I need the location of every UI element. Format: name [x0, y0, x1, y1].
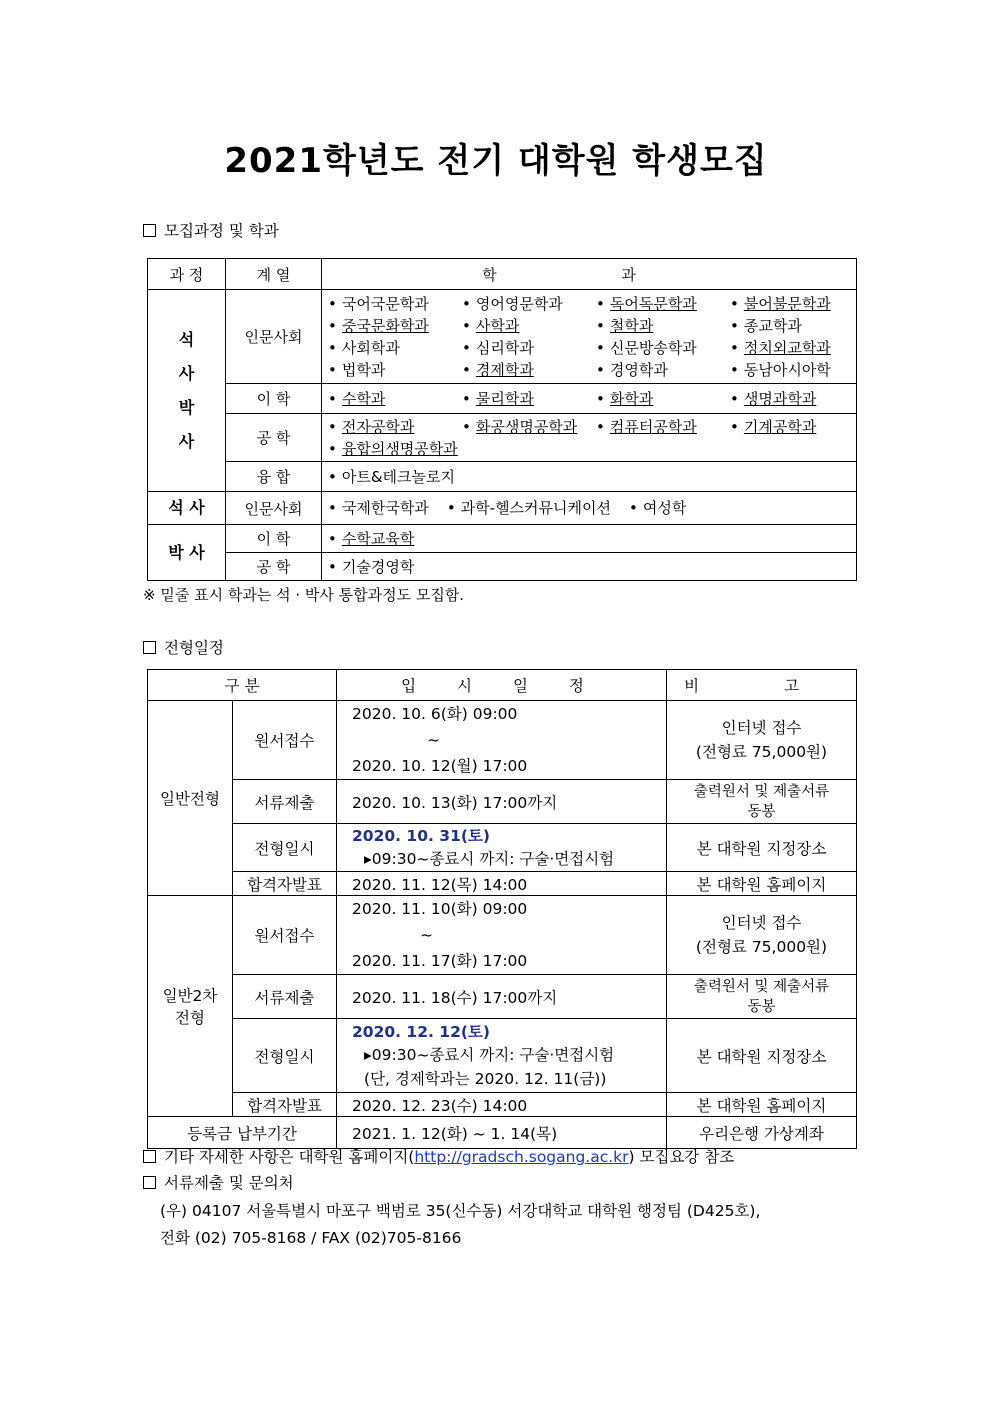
department-item — [730, 338, 850, 358]
section-heading-text: 모집과정 및 학과 — [164, 222, 279, 240]
department-name: 기술경영학 — [341, 557, 415, 576]
department-name: 국어국문학과 — [341, 294, 429, 313]
header-dept: 학 과 — [322, 259, 857, 290]
second-exam-label: 전형일시 — [233, 1019, 337, 1093]
bullet-icon: • — [596, 316, 605, 335]
bullet-icon: • — [596, 417, 605, 436]
second-result-label: 합격자발표 — [233, 1093, 337, 1117]
department-name: 독어독문학과 — [609, 294, 697, 313]
bullet-icon: • — [462, 294, 471, 313]
header-remark: 비 고 — [667, 670, 857, 701]
bullet-icon: • — [462, 360, 471, 379]
general-exam-date: 2020. 10. 31(토) ▸09:30~종료시 까지: 구술·면접시험 — [337, 824, 667, 872]
department-name: 신문방송학과 — [609, 338, 697, 357]
field-science-doctor: 이 학 — [226, 525, 322, 553]
department-item — [596, 389, 730, 409]
underline-note: ※ 밑줄 표시 학과는 석 · 박사 통합과정도 모집함. — [143, 586, 465, 604]
bullet-icon: • — [462, 417, 471, 436]
bullet-icon: • — [328, 529, 337, 548]
footer-phone: 전화 (02) 705-8168 / FAX (02)705-8166 — [160, 1229, 462, 1247]
bullet-icon: • — [730, 316, 739, 335]
department-name: 심리학과 — [475, 338, 534, 357]
department-name: 정치외교학과 — [743, 338, 831, 357]
bullet-icon: • — [328, 467, 337, 486]
bullet-icon: • — [730, 338, 739, 357]
general-docs-label: 서류제출 — [233, 780, 337, 824]
field-humanities-master: 인문사회 — [226, 492, 322, 525]
department-item — [328, 316, 462, 336]
department-item — [328, 389, 462, 409]
department-name: 동남아시아학 — [743, 360, 831, 379]
header-field: 계 열 — [226, 259, 322, 290]
second-apply-label: 원서접수 — [233, 896, 337, 975]
bullet-icon: • — [328, 439, 337, 458]
department-item — [462, 389, 596, 409]
department-name: 기계공학과 — [743, 417, 817, 436]
general-apply-remark: 인터넷 접수 (전형료 75,000원) — [667, 701, 857, 780]
header-schedule: 입 시 일 정 — [337, 670, 667, 701]
department-item — [730, 294, 850, 314]
field-science: 이 학 — [226, 384, 322, 414]
checkbox-square-icon — [143, 1150, 156, 1163]
department-item — [596, 316, 730, 336]
field-humanities: 인문사회 — [226, 290, 322, 384]
general-apply-dates: 2020. 10. 6(화) 09:00 ~ 2020. 10. 12(월) 17:00 — [337, 701, 667, 780]
bullet-icon: • — [730, 360, 739, 379]
tuition-label: 등록금 납부기간 — [148, 1117, 337, 1149]
department-name: 화공생명공학과 — [475, 417, 578, 436]
footer-contact-heading — [143, 1171, 294, 1193]
department-item — [328, 468, 455, 486]
bullet-icon: • — [328, 557, 337, 576]
bullet-icon: • — [596, 360, 605, 379]
general-docs-date: 2020. 10. 13(화) 17:00까지 — [337, 780, 667, 824]
department-name: 화학과 — [609, 389, 654, 408]
department-name: 컴퓨터공학과 — [609, 417, 697, 436]
department-item — [328, 294, 462, 314]
footer-address: (우) 04107 서울특별시 마포구 백범로 35(신수동) 서강대학교 대학원 행정팀 (D425호), — [160, 1202, 761, 1220]
dept-list-master — [322, 492, 857, 525]
department-item — [730, 389, 850, 409]
department-item — [328, 417, 462, 437]
department-name: 물리학과 — [475, 389, 534, 408]
department-item — [596, 417, 730, 437]
department-name: 국제한국학과 — [341, 499, 429, 517]
second-admission-label: 일반2차 전형 — [148, 896, 233, 1117]
field-convergence: 융 합 — [226, 462, 322, 492]
footer-note-text-end: ) 모집요강 참조 — [628, 1148, 735, 1166]
department-item — [596, 338, 730, 358]
bullet-icon: • — [446, 499, 456, 517]
bullet-icon: • — [596, 389, 605, 408]
dept-list-science — [322, 384, 857, 414]
department-name: 과학-헬스커뮤니케이션 — [460, 499, 611, 517]
dept-list-engineering — [322, 414, 857, 462]
department-item — [328, 530, 414, 548]
checkbox-square-icon — [143, 641, 156, 654]
general-result-date: 2020. 11. 12(목) 14:00 — [337, 872, 667, 896]
checkbox-square-icon — [143, 224, 156, 237]
bullet-icon: • — [596, 338, 605, 357]
bullet-icon: • — [328, 360, 337, 379]
department-item — [730, 417, 850, 437]
department-name: 전자공학과 — [341, 417, 415, 436]
header-type: 구 분 — [148, 670, 337, 701]
department-item — [462, 294, 596, 314]
dept-list-doctor-engineering — [322, 553, 857, 581]
course-doctor: 박 사 — [148, 525, 226, 581]
department-name: 경영학과 — [609, 360, 668, 379]
field-engineering: 공 학 — [226, 414, 322, 462]
bullet-icon: • — [596, 294, 605, 313]
department-name: 생명과학과 — [743, 389, 817, 408]
department-name: 여성학 — [642, 499, 687, 517]
bullet-icon: • — [328, 417, 337, 436]
second-exam-remark: 본 대학원 지정장소 — [667, 1019, 857, 1093]
general-exam-remark: 본 대학원 지정장소 — [667, 824, 857, 872]
section-heading-text: 전형일정 — [164, 639, 224, 657]
bullet-icon: • — [328, 294, 337, 313]
department-item — [328, 558, 414, 576]
checkbox-square-icon — [143, 1176, 156, 1189]
department-name: 중국문화학과 — [341, 316, 429, 335]
footer-contact-text: 서류제출 및 문의처 — [164, 1174, 294, 1192]
second-result-remark: 본 대학원 홈페이지 — [667, 1093, 857, 1117]
second-result-date: 2020. 12. 23(수) 14:00 — [337, 1093, 667, 1117]
second-docs-remark: 출력원서 및 제출서류 동봉 — [667, 975, 857, 1019]
department-name: 법학과 — [341, 360, 386, 379]
bullet-icon: • — [462, 316, 471, 335]
department-item — [629, 499, 686, 517]
second-apply-dates: 2020. 11. 10(화) 09:00 ~ 2020. 11. 17(화) 17:00 — [337, 896, 667, 975]
bullet-icon: • — [328, 499, 337, 517]
department-item — [447, 499, 611, 517]
department-name: 영어영문학과 — [475, 294, 563, 313]
general-apply-label: 원서접수 — [233, 701, 337, 780]
course-master-doctor: 석 사 박 사 — [148, 290, 226, 492]
footer-note-text: 기타 자세한 사항은 대학원 홈페이지( — [164, 1148, 415, 1166]
department-item — [328, 439, 462, 459]
departments-table — [147, 258, 857, 581]
bullet-icon: • — [462, 338, 471, 357]
tuition-remark: 우리은행 가상계좌 — [667, 1117, 857, 1149]
department-item — [462, 316, 596, 336]
course-master: 석 사 — [148, 492, 226, 525]
department-name: 경제학과 — [475, 360, 534, 379]
dept-list-convergence — [322, 462, 857, 492]
department-item — [328, 360, 462, 380]
page-title: 2021학년도 전기 대학원 학생모집 — [224, 141, 768, 181]
second-apply-remark: 인터넷 접수 (전형료 75,000원) — [667, 896, 857, 975]
section-heading-departments — [143, 219, 279, 241]
department-item — [328, 499, 429, 517]
department-name: 종교학과 — [743, 316, 802, 335]
department-item — [730, 360, 850, 380]
second-docs-date: 2020. 11. 18(수) 17:00까지 — [337, 975, 667, 1019]
department-item — [462, 338, 596, 358]
homepage-link[interactable]: http://gradsch.sogang.ac.kr — [414, 1148, 629, 1166]
second-exam-date: 2020. 12. 12(토) ▸09:30~종료시 까지: 구술·면접시험 (단, 경제학과는 2020. 12. 11(금)) — [337, 1019, 667, 1093]
header-course: 과 정 — [148, 259, 226, 290]
department-name: 사학과 — [475, 316, 520, 335]
general-exam-label: 전형일시 — [233, 824, 337, 872]
bullet-icon: • — [328, 316, 337, 335]
department-name: 불어불문학과 — [743, 294, 831, 313]
tuition-date: 2021. 1. 12(화) ~ 1. 14(목) — [337, 1117, 667, 1149]
department-item — [730, 316, 850, 336]
bullet-icon: • — [730, 294, 739, 313]
general-admission-label: 일반전형 — [148, 701, 233, 896]
department-item — [462, 417, 596, 437]
dept-list-humanities — [322, 290, 857, 384]
department-name: 철학과 — [609, 316, 654, 335]
bullet-icon: • — [629, 499, 638, 517]
bullet-icon: • — [328, 338, 337, 357]
general-docs-remark: 출력원서 및 제출서류 동봉 — [667, 780, 857, 824]
department-name: 수학과 — [341, 389, 386, 408]
department-name: 아트&테크놀로지 — [341, 467, 455, 486]
department-item — [462, 360, 596, 380]
general-result-remark: 본 대학원 홈페이지 — [667, 872, 857, 896]
section-heading-schedule — [143, 636, 224, 658]
schedule-table — [147, 669, 857, 1149]
field-engineering-doctor: 공 학 — [226, 553, 322, 581]
footer-homepage-note — [143, 1145, 734, 1167]
department-name: 수학교육학 — [341, 529, 415, 548]
general-result-label: 합격자발표 — [233, 872, 337, 896]
department-item — [596, 294, 730, 314]
second-docs-label: 서류제출 — [233, 975, 337, 1019]
bullet-icon: • — [730, 417, 739, 436]
bullet-icon: • — [462, 389, 471, 408]
bullet-icon: • — [328, 389, 337, 408]
department-item — [328, 338, 462, 358]
dept-list-doctor-science — [322, 525, 857, 553]
bullet-icon: • — [730, 389, 739, 408]
department-name: 융합의생명공학과 — [341, 439, 458, 458]
department-name: 사회학과 — [341, 338, 400, 357]
department-item — [596, 360, 730, 380]
